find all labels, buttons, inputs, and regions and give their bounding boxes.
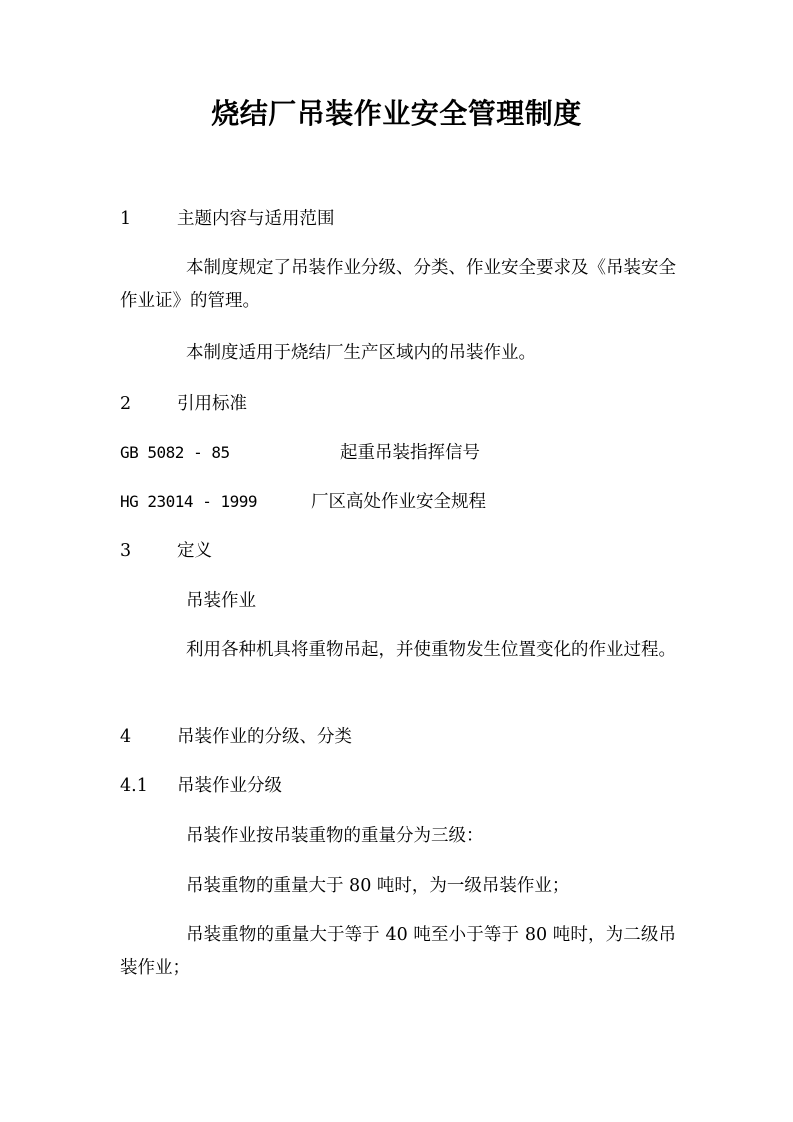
section-heading-text: 引用标准 [177, 394, 247, 414]
section-heading-text: 吊装作业分级 [177, 776, 282, 796]
paragraph-grade-2: 吊装重物的重量大于等于 40 吨至小于等于 80 吨时，为二级吊装作业； [120, 925, 676, 978]
section-heading-text: 吊装作业的分级、分类 [177, 727, 352, 747]
definition-term: 吊装作业 [186, 591, 256, 611]
reference-title: 厂区高处作业安全规程 [311, 492, 486, 512]
section-number: 1 [120, 209, 132, 229]
section-number: 4 [120, 727, 132, 747]
paragraph-grading-intro: 吊装作业按吊装重物的重量分为三级： [186, 826, 484, 846]
reference-code: GB 5082 - 85 [120, 443, 230, 462]
reference-code: HG 23014 - 1999 [120, 492, 257, 511]
definition-text: 利用各种机具将重物吊起，并使重物发生位置变化的作业过程。 [186, 640, 676, 660]
reference-title: 起重吊装指挥信号 [340, 443, 480, 463]
paragraph-scope: 本制度规定了吊装作业分级、分类、作业安全要求及《吊装安全作业证》的管理。 [120, 258, 676, 311]
paragraph-applicability: 本制度适用于烧结厂生产区域内的吊装作业。 [186, 343, 536, 363]
section-number: 3 [120, 541, 132, 561]
section-heading-text: 主题内容与适用范围 [177, 209, 335, 229]
section-number: 4.1 [120, 776, 148, 796]
document-title: 烧结厂吊装作业安全管理制度 [211, 97, 582, 130]
section-heading-text: 定义 [177, 541, 212, 561]
paragraph-grade-1: 吊装重物的重量大于 80 吨时，为一级吊装作业； [186, 876, 570, 896]
section-number: 2 [120, 394, 132, 414]
